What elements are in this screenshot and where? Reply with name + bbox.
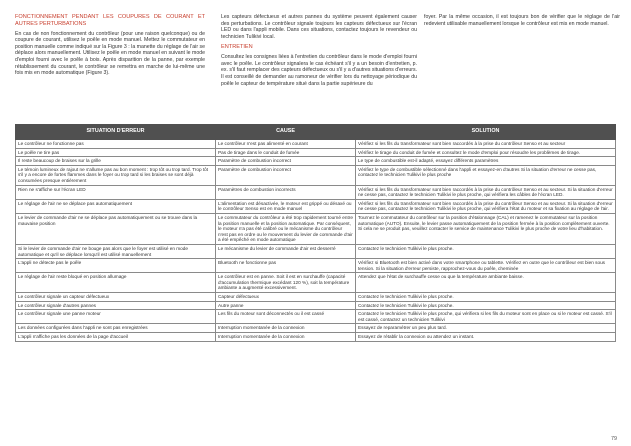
- cell-situation: Rien ne s'affiche sur l'écran LED: [16, 185, 216, 199]
- table-row: [16, 333, 616, 342]
- cell-situation: Le levier de commande d'air ne se déplace pas automatiquement ou se trouve dans la mauvaise position: [16, 213, 216, 244]
- cell-solution: Vérifiez si les fils du transformateur sont bien raccordés à la prise du contrôleur Senso et au secteur: [356, 140, 616, 149]
- cell-cause: L'alimentation est désactivée, le moteur est grippé ou désaxé ou le contrôleur Senso est en mode manuel: [216, 199, 356, 213]
- cell-cause: Le contrôleur n'est pas alimenté en courant: [216, 140, 356, 149]
- cell-cause: Le commutateur du contrôleur a été trop rapidement tourné entre la position manuelle et la position automatique. Par conséquent, le moteur n'a pas été calibré ou le mécanisme du contrôleur n'est pas en ordre ou le mouvement du levier de commande d'air a été empêché en mode automatique: [216, 213, 356, 244]
- cell-solution: Essayez de rétablir la connexion ou attendez un instant.: [356, 333, 616, 342]
- cell-cause: Autre panne: [216, 301, 356, 310]
- cell-cause: Paramètre de combustion incorrect: [216, 157, 356, 166]
- header-cause: CAUSE: [216, 125, 356, 140]
- cell-cause: Interruption momentanée de la connexion: [216, 324, 356, 333]
- cell-cause: Bluetooth ne fonctionne pas: [216, 259, 356, 273]
- cell-cause: Paramètres de combustion incorrects: [216, 185, 356, 199]
- cell-solution: Tournez le commutateur du contrôleur sur la position d'étalonnage (CAL) et ramenez le commutateur sur la position automatique (AUTO). Ensuite, le levier passe automatiquement de la position fermée à la position complètement ouverte. Si cela ne se produit pas, veuillez contacter le service de maintenance Tulikivi le plus proche de votre lieu d'habitation.: [356, 213, 616, 244]
- table-row: [16, 244, 616, 258]
- page-number: 79: [611, 436, 617, 442]
- cell-solution: Attendez que l'état de surchauffe cesse ou que la température ambiante baisse.: [356, 273, 616, 293]
- cell-situation: Le témoin lumineux de rajout ne s'allume pas au bon moment : trop tôt ou trop tard. Trop tôt s'il y a encore de fortes flammes dans le foyer ou trop tard si les braises se sont déjà consumées presque entièrement: [16, 165, 216, 185]
- paragraph-maintenance: Consultez les consignes liées à l'entretien du contrôleur dans le mode d'emploi fourni avec le poêle. Le contrôleur signalera le cas échéant s'il y a un besoin d'entretien, p. ex. s'il faut remplacer des capteurs défectueux ou s'il y a d'autres situations d'erreurs. Il est conseillé de demander au ramoneur de vérifier lors du nettoyage périodique du poêle le capteur de température situé dans la partie supérieure du: [221, 54, 417, 87]
- cell-situation: Le poêle ne tire pas: [16, 148, 216, 157]
- cell-solution: Contactez le technicien Tulikivi le plus proche, qui vérifiera si les fils du moteur sont en place ou si le moteur est cassé. S'il est cassé, contactez un technicien Tulikivi: [356, 310, 616, 324]
- cell-solution: Essayez de reparamétrer un peu plus tard.: [356, 324, 616, 333]
- header-solution: SOLUTION: [356, 125, 616, 140]
- cell-situation: Le contrôleur signale une panne moteur: [16, 310, 216, 324]
- table-row: [16, 301, 616, 310]
- cell-situation: Le réglage de l'air ne se déplace pas automatiquement: [16, 199, 216, 213]
- table-row: [16, 324, 616, 333]
- table-row: [16, 310, 616, 324]
- cell-cause: Interruption momentanée de la connexion: [216, 333, 356, 342]
- cell-situation: Le contrôleur signale un capteur défectueux: [16, 293, 216, 302]
- cell-situation: L'appli n'affiche pas les données de la page d'accueil: [16, 333, 216, 342]
- table-row: [16, 273, 616, 293]
- cell-solution: Contactez le technicien Tulikivi le plus proche.: [356, 244, 616, 258]
- cell-cause: Pas de tirage dans le conduit de fumée: [216, 148, 356, 157]
- intro-column-1: [15, 14, 205, 81]
- cell-solution: Vérifiez si les fils du transformateur sont bien raccordés à la prise du contrôleur Senso et au secteur. Si la situation d'erreur ne cesse pas, contactez le technicien Tulikivi le plus proche, qui vérifiera l'état du moteur et sa fixation au réglage de l'air.: [356, 199, 616, 213]
- paragraph-sensors: Les capteurs défectueux et autres pannes du système peuvent également causer des perturbations. Le contrôleur signale toujours les capteurs défectueux sur l'écran LED ou dans l'appli mobile. Dans ces situations, contactez toujours le revendeur ou technicien Tulikivi local.: [221, 14, 417, 40]
- cell-solution: Le type de combustible est-il adapté, essayez différents paramètres: [356, 157, 616, 166]
- cell-solution: Vérifiez si les fils du transformateur sont bien raccordés à la prise du contrôleur Senso et au secteur. Si la situation d'erreur ne cesse pas, contactez le technicien Tulikivi le plus proche, qui vérifiera les câbles de l'écran LED.: [356, 185, 616, 199]
- cell-situation: Le contrôleur signale d'autres pannes: [16, 301, 216, 310]
- cell-solution: Contactez le technicien Tulikivi le plus proche.: [356, 293, 616, 302]
- cell-situation: Les données configurées dans l'appli ne sont pas enregistrées: [16, 324, 216, 333]
- cell-cause: Les fils du moteur sont déconnectés ou il est cassé: [216, 310, 356, 324]
- paragraph-maintenance-continued: foyer. Par la même occasion, il est toujours bon de vérifier que le réglage de l'air redevient utilisable manuellement lorsque le contrôleur est mis en mode manuel.: [424, 14, 620, 27]
- troubleshooting-table: [15, 124, 616, 342]
- table-header-row: [16, 125, 616, 140]
- cell-cause: Paramètre de combustion incorrect: [216, 165, 356, 185]
- cell-cause: Capteur défectueux: [216, 293, 356, 302]
- table-row: [16, 293, 616, 302]
- cell-situation: Si le levier de commande d'air ne bouge pas alors que le foyer est utilisé en mode automatique et qu'il se déplace lorsqu'il est utilisé manuellement: [16, 244, 216, 258]
- cell-solution: Contactez le technicien Tulikivi le plus proche.: [356, 301, 616, 310]
- table-row: [16, 140, 616, 149]
- table-row: [16, 148, 616, 157]
- section-heading-power-failure: FONCTIONNEMENT PENDANT LES COUPURES DE COURANT ET AUTRES PERTURBATIONS: [15, 14, 205, 27]
- header-situation: SITUATION D'ERREUR: [16, 125, 216, 140]
- section-heading-maintenance: ENTRETIEN: [221, 44, 253, 51]
- cell-situation: Le contrôleur ne fonctionne pas: [16, 140, 216, 149]
- cell-situation: Le réglage de l'air reste bloqué en position allumage: [16, 273, 216, 293]
- table-row: [16, 165, 616, 185]
- cell-solution: Vérifiez si Bluetooth est bien activé dans votre smartphone ou tablette. Vérifiez en outre que le contrôleur est bien sous tension. Si la situation d'erreur persiste, rapprochez-vous du poêle, cheminée: [356, 259, 616, 273]
- cell-situation: Il reste beaucoup de braises sur la grille: [16, 157, 216, 166]
- intro-column-2: [221, 14, 417, 91]
- paragraph-manual-mode: En cas de non fonctionnement du contrôleur (pour une raison quelconque) ou de coupure de courant, utilisez le poêle en mode manuel. Mettez le commutateur en position manuelle comme indiqué sur la Figure 3 : la manette du réglage de l'air se déplace alors manuellement. Utilisez le poêle en mode manuel en suivant le mode d'emploi fourni avec le poêle à bois. Après disparition de la panne, par exemple rétablissement du courant, le contrôleur se remettra en marche de lui-même une fois mis en mode automatique (Figure 3).: [15, 30, 205, 77]
- table-row: [16, 157, 616, 166]
- table-row: [16, 199, 616, 213]
- intro-column-3: [424, 14, 620, 31]
- table-body: [16, 140, 616, 342]
- table-row: [16, 213, 616, 244]
- table-row: [16, 259, 616, 273]
- cell-cause: Le mécanisme du levier de commande d'air est desserré: [216, 244, 356, 258]
- cell-situation: L'appli ne détecte pas le poêle: [16, 259, 216, 273]
- cell-solution: Vérifiez le tirage du conduit de fumée et consultez le mode d'emploi pour résoudre les problèmes de tirage.: [356, 148, 616, 157]
- cell-solution: Vérifiez le type de combustible sélectionné dans l'appli et essayez-en d'autres Si la situation d'erreur ne cesse pas, contactez le technicien Tulikivi le plus proche: [356, 165, 616, 185]
- table-row: [16, 185, 616, 199]
- cell-cause: Le contrôleur est en panne. Soit il est en surchauffe (capacité d'accumulation thermique excédant 120 %), soit la température ambiante a augmenté excessivement.: [216, 273, 356, 293]
